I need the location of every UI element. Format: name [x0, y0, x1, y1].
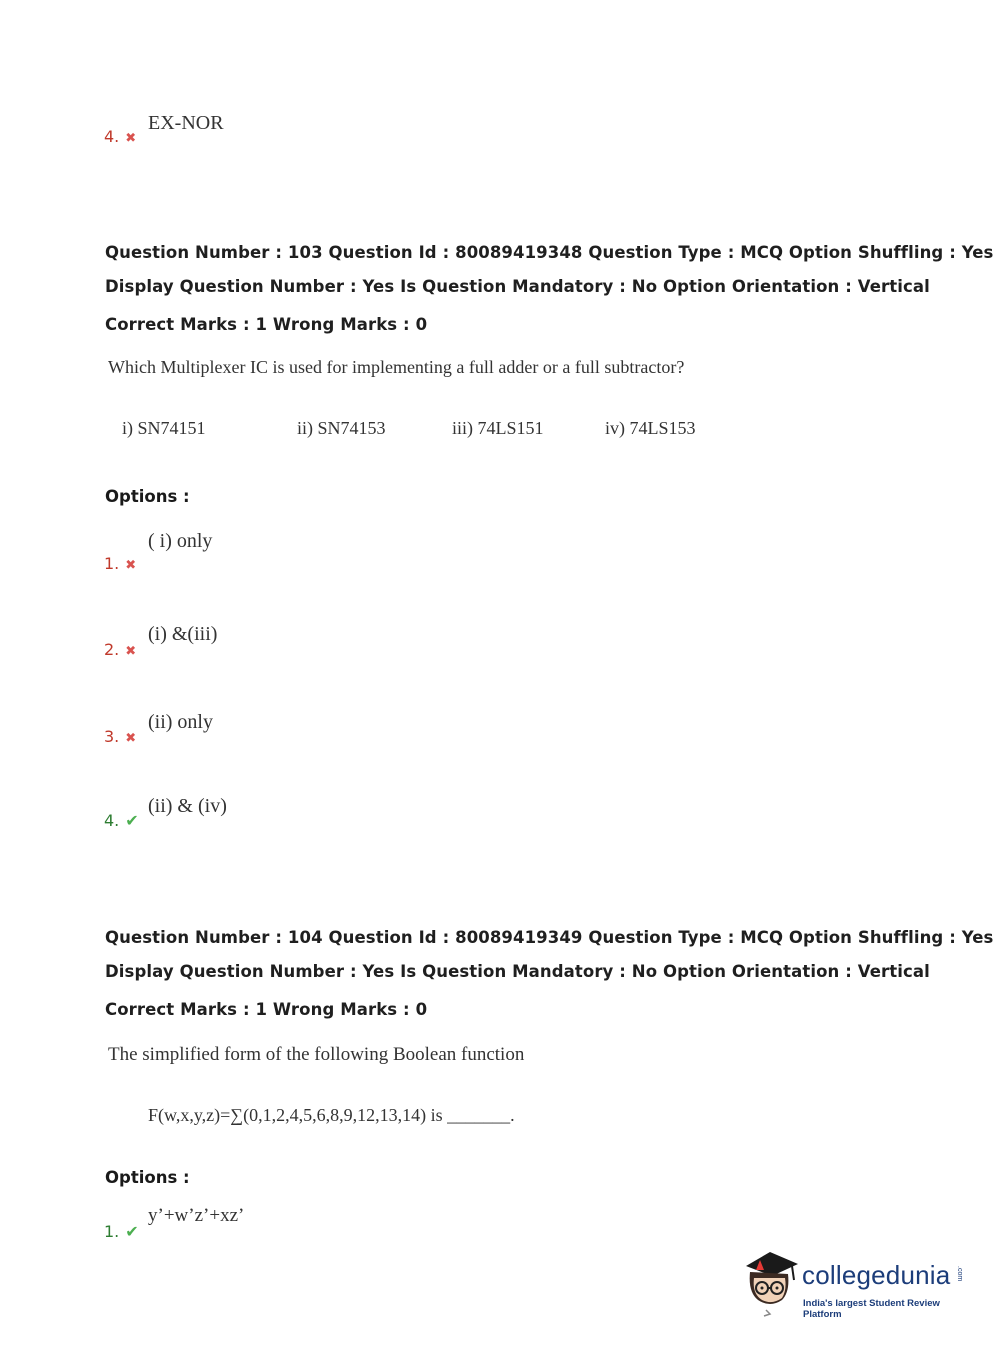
question-text: Which Multiplexer IC is used for implementing a full adder or a full subtractor?: [108, 357, 685, 377]
question-meta-line-2: Display Question Number : Yes Is Question Mandatory : No Option Orientation : Vertical: [105, 962, 930, 981]
cross-icon: ✖: [125, 558, 137, 573]
mascot-icon: [740, 1248, 802, 1318]
question-meta-line-2: Display Question Number : Yes Is Question Mandatory : No Option Orientation : Vertical: [105, 277, 930, 296]
cross-icon: ✖: [125, 131, 137, 146]
check-icon: ✔: [125, 1222, 139, 1241]
choice-item: iv) 74LS153: [605, 418, 696, 438]
question-marks: Correct Marks : 1 Wrong Marks : 0: [105, 315, 428, 334]
option-number: [104, 127, 136, 146]
collegedunia-logo: [740, 1248, 970, 1318]
logo-wordmark: collegedunia: [802, 1260, 951, 1290]
choice-item: ii) SN74153: [297, 418, 386, 438]
option-number: [104, 1222, 139, 1241]
option-text: EX-NOR: [148, 112, 224, 134]
option-number: [104, 640, 136, 659]
question-text: The simplified form of the following Boolean function: [108, 1044, 525, 1065]
question-meta-line-1: Question Number : 103 Question Id : 80089419348 Question Type : MCQ Option Shuffling : Yes: [105, 243, 994, 262]
option-number: [104, 811, 139, 830]
option-text: (ii) & (iv): [148, 795, 227, 817]
option-number-text: 4.: [104, 127, 120, 146]
boolean-expression: F(w,x,y,z)=∑(0,1,2,4,5,6,8,9,12,13,14) is _______.: [148, 1105, 515, 1125]
option-number-text: 2.: [104, 640, 120, 659]
options-label: Options :: [105, 487, 190, 506]
option-number-text: 3.: [104, 727, 120, 746]
option-number-text: 1.: [104, 554, 120, 573]
check-icon: ✔: [125, 811, 139, 830]
question-marks: Correct Marks : 1 Wrong Marks : 0: [105, 1000, 428, 1019]
option-number-text: 1.: [104, 1222, 120, 1241]
option-number-text: 4.: [104, 811, 120, 830]
logo-tagline: India's largest Student Review Platform: [803, 1298, 940, 1320]
choice-item: i) SN74151: [122, 418, 206, 438]
option-text: (i) &(iii): [148, 623, 218, 645]
option-number: [104, 554, 136, 573]
option-text: ( i) only: [148, 530, 213, 552]
question-meta-line-1: Question Number : 104 Question Id : 80089419349 Question Type : MCQ Option Shuffling : Yes: [105, 928, 994, 947]
option-number: [104, 727, 136, 746]
option-text: y’+w’z’+xz’: [148, 1205, 245, 1226]
cross-icon: ✖: [125, 731, 137, 746]
cross-icon: ✖: [125, 644, 137, 659]
choice-item: iii) 74LS151: [452, 418, 544, 438]
option-text: (ii) only: [148, 711, 213, 733]
logo-com: .com: [956, 1266, 963, 1282]
options-label: Options :: [105, 1168, 190, 1187]
